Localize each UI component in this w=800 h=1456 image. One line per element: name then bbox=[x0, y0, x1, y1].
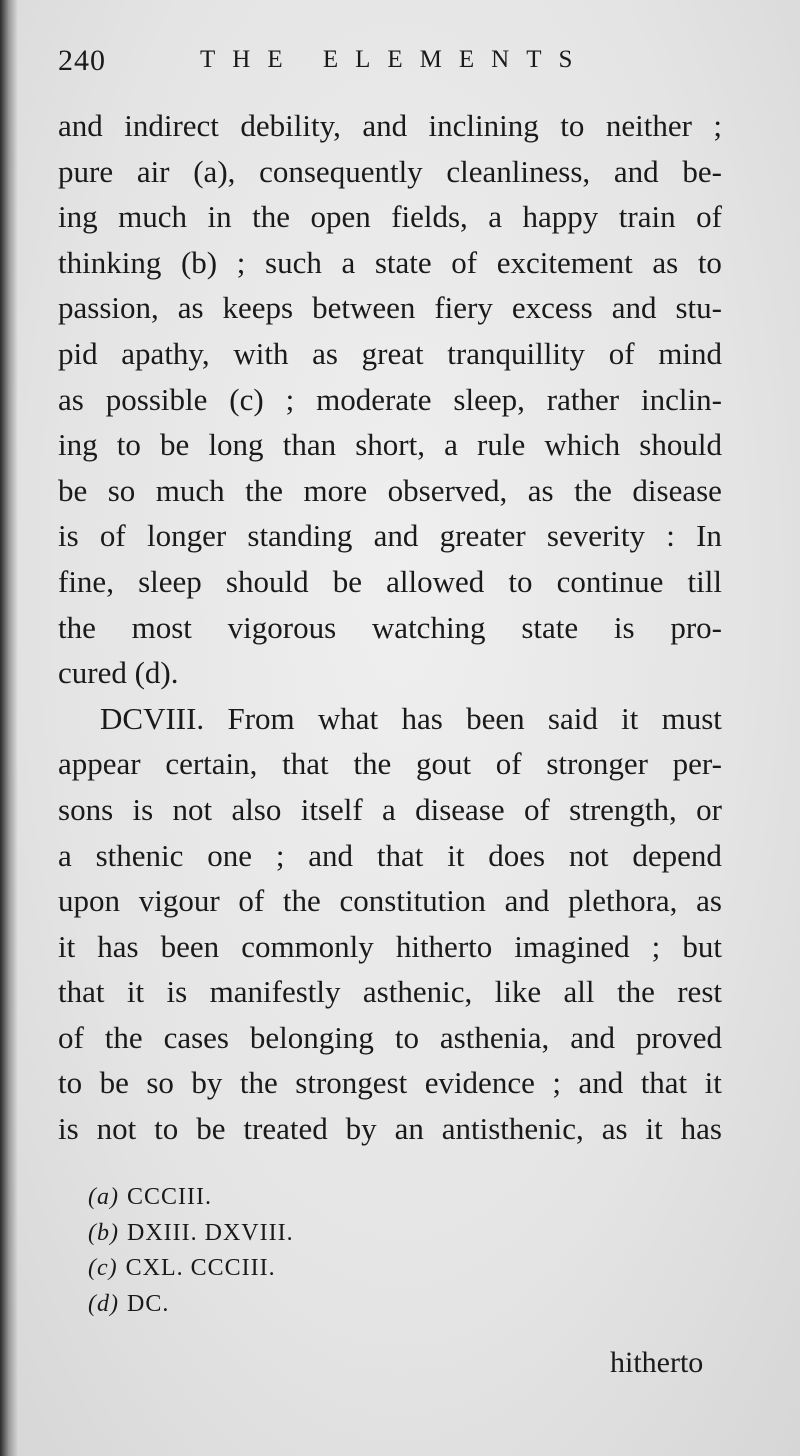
word: and bbox=[58, 108, 103, 143]
word: such bbox=[265, 244, 322, 280]
word: as bbox=[312, 335, 338, 371]
word: ; bbox=[552, 1065, 561, 1101]
word: ing bbox=[58, 427, 98, 463]
paragraph-start-line bbox=[58, 696, 722, 742]
word: or bbox=[696, 791, 722, 827]
word: moderate bbox=[316, 381, 432, 417]
word: : bbox=[666, 518, 675, 554]
text-line bbox=[58, 650, 722, 696]
word: has bbox=[401, 700, 443, 736]
word: vigour bbox=[138, 883, 220, 919]
word: watching bbox=[371, 609, 486, 645]
word: severity bbox=[546, 518, 646, 554]
word: the bbox=[58, 609, 96, 645]
word: it bbox=[58, 928, 76, 964]
word: with bbox=[233, 335, 289, 371]
word: sleep bbox=[138, 563, 202, 599]
word: excess bbox=[511, 290, 593, 326]
page-number: 240 bbox=[58, 44, 106, 77]
word: keeps bbox=[222, 290, 294, 326]
word: asthenia, bbox=[439, 1019, 550, 1055]
word: the bbox=[574, 472, 612, 508]
word: that bbox=[640, 1065, 688, 1101]
word: ; bbox=[285, 381, 295, 417]
word: the bbox=[353, 746, 392, 782]
word: ; bbox=[236, 244, 246, 280]
text-line bbox=[58, 878, 722, 924]
word: been bbox=[466, 700, 525, 736]
footnote-text: DC. bbox=[126, 1290, 170, 1317]
word: short, bbox=[355, 427, 425, 463]
word: so bbox=[107, 472, 136, 508]
word: state bbox=[374, 244, 432, 280]
word: to bbox=[394, 1019, 419, 1055]
word: strength, bbox=[569, 791, 677, 827]
word: cleanliness, bbox=[446, 153, 591, 189]
word: the bbox=[104, 1019, 143, 1055]
word: as bbox=[601, 1111, 628, 1147]
word: it bbox=[447, 837, 465, 873]
word: and bbox=[373, 518, 419, 554]
word: neither bbox=[605, 108, 692, 143]
word: of bbox=[608, 335, 635, 371]
word: a bbox=[488, 199, 503, 235]
word: In bbox=[696, 518, 722, 554]
word: not bbox=[172, 791, 213, 827]
word: the bbox=[245, 472, 283, 508]
word: evidence bbox=[424, 1065, 535, 1101]
word: is bbox=[58, 518, 79, 554]
word: hitherto bbox=[395, 928, 493, 964]
footnote-mark: (d) bbox=[88, 1290, 119, 1317]
word: should bbox=[639, 427, 722, 463]
word: is bbox=[132, 791, 154, 827]
text-line bbox=[58, 103, 722, 149]
word: does bbox=[488, 837, 546, 873]
word: open bbox=[310, 199, 371, 235]
word: per- bbox=[672, 746, 722, 782]
word: possible bbox=[105, 381, 208, 417]
word: be- bbox=[682, 153, 722, 189]
word: treated bbox=[243, 1111, 328, 1147]
word: ; bbox=[651, 928, 661, 964]
word: of bbox=[58, 1019, 84, 1055]
word: commonly bbox=[241, 928, 374, 964]
word: and bbox=[578, 1065, 624, 1101]
word: long bbox=[208, 427, 264, 463]
word: be bbox=[58, 472, 88, 508]
word: not bbox=[568, 837, 609, 873]
word: should bbox=[225, 563, 309, 599]
word: much bbox=[118, 199, 187, 235]
word: a bbox=[444, 427, 458, 463]
word: by bbox=[345, 1111, 377, 1147]
page-header bbox=[58, 44, 748, 84]
word: excitement bbox=[496, 244, 633, 280]
word: of bbox=[451, 244, 478, 280]
text-line bbox=[58, 787, 722, 833]
word: indirect bbox=[124, 108, 219, 143]
text-line bbox=[58, 741, 722, 787]
word: as bbox=[652, 244, 679, 280]
word: it bbox=[704, 1065, 722, 1101]
word: cases bbox=[163, 1019, 229, 1055]
word: (a), bbox=[193, 153, 236, 189]
word: be bbox=[160, 427, 190, 463]
footnotes bbox=[88, 1180, 488, 1322]
word: the bbox=[616, 974, 655, 1010]
word: DCVIII. bbox=[100, 700, 205, 736]
word: what bbox=[317, 700, 379, 736]
footnote-text: DXIII. DXVIII. bbox=[126, 1219, 294, 1246]
word: disease bbox=[632, 472, 722, 508]
word: observed, bbox=[387, 472, 508, 508]
word: depend bbox=[632, 837, 722, 873]
word: sleep, bbox=[453, 381, 525, 417]
word: that bbox=[58, 974, 105, 1010]
text-line bbox=[58, 1015, 722, 1061]
footnote-text: CCCIII. bbox=[126, 1184, 212, 1210]
word: state bbox=[521, 609, 579, 645]
word: and bbox=[570, 1019, 615, 1055]
word: also bbox=[231, 791, 282, 827]
word: pure bbox=[58, 153, 114, 189]
word: stronger bbox=[546, 746, 648, 782]
word: longer bbox=[146, 518, 227, 554]
text-line bbox=[58, 240, 722, 286]
word: and bbox=[611, 290, 657, 326]
word: as bbox=[177, 290, 204, 326]
text-line bbox=[58, 149, 722, 195]
catchword: hitherto bbox=[610, 1346, 704, 1379]
word: certain, bbox=[165, 746, 258, 782]
word: rather bbox=[546, 381, 620, 417]
word: than bbox=[282, 427, 337, 463]
word: fiery bbox=[434, 290, 493, 326]
word: imagined bbox=[514, 928, 630, 964]
word: great bbox=[361, 335, 424, 371]
word: is bbox=[58, 1111, 79, 1147]
word: and bbox=[613, 153, 659, 189]
word: gout bbox=[415, 746, 472, 782]
word: proved bbox=[635, 1019, 722, 1055]
word: and bbox=[362, 108, 408, 143]
word: happy bbox=[522, 199, 599, 235]
footnote bbox=[88, 1287, 488, 1323]
word: as bbox=[696, 883, 722, 919]
word: it bbox=[126, 974, 145, 1010]
word: has bbox=[680, 1111, 722, 1147]
word: till bbox=[687, 563, 722, 599]
word: ; bbox=[713, 108, 722, 143]
footnote-text: CXL. CCCIII. bbox=[125, 1255, 276, 1281]
word: manifestly bbox=[209, 974, 341, 1010]
footnote-mark: (a) bbox=[88, 1184, 119, 1210]
word: to bbox=[508, 563, 533, 599]
text-line bbox=[58, 924, 722, 970]
text-line bbox=[58, 513, 722, 559]
word: (c) bbox=[229, 381, 264, 417]
text-line bbox=[58, 1060, 722, 1106]
word: to bbox=[697, 244, 722, 280]
word: the bbox=[282, 883, 321, 919]
word: air bbox=[136, 153, 170, 189]
word: much bbox=[155, 472, 225, 508]
word: upon bbox=[58, 883, 120, 919]
word: be bbox=[196, 1111, 226, 1147]
word: be bbox=[332, 563, 362, 599]
word: From bbox=[227, 700, 295, 736]
word: the bbox=[252, 199, 290, 235]
gutter-shadow bbox=[0, 0, 18, 1456]
word: which bbox=[544, 427, 621, 463]
word: to bbox=[116, 427, 141, 463]
word: pid bbox=[58, 335, 98, 371]
word: mind bbox=[658, 335, 722, 371]
text-line bbox=[58, 605, 722, 651]
text-line bbox=[58, 468, 722, 514]
running-head: THE ELEMENTS bbox=[200, 46, 590, 73]
word: that bbox=[282, 746, 329, 782]
word: strongest bbox=[295, 1065, 408, 1101]
text-line bbox=[58, 1106, 722, 1152]
word: is bbox=[613, 609, 635, 645]
word: passion, bbox=[58, 290, 159, 326]
word: all bbox=[563, 974, 595, 1010]
word: constitution bbox=[339, 883, 486, 919]
footnote bbox=[88, 1216, 488, 1252]
word: greater bbox=[439, 518, 526, 554]
word: has bbox=[97, 928, 139, 964]
text-line bbox=[58, 969, 722, 1015]
word: vigorous bbox=[227, 609, 337, 645]
word: it bbox=[645, 1111, 663, 1147]
word: ing bbox=[58, 199, 98, 235]
word: pro- bbox=[670, 609, 722, 645]
word: in bbox=[207, 199, 232, 235]
word: of bbox=[696, 199, 722, 235]
word: as bbox=[527, 472, 554, 508]
word: rule bbox=[477, 427, 526, 463]
word: between bbox=[312, 290, 416, 326]
word: sons bbox=[58, 791, 114, 827]
word: ; bbox=[275, 837, 285, 873]
word: thinking bbox=[58, 244, 162, 280]
word: is bbox=[166, 974, 188, 1010]
word: like bbox=[494, 974, 542, 1010]
text-line bbox=[58, 285, 722, 331]
word: (b) bbox=[180, 244, 218, 280]
word: itself bbox=[300, 791, 363, 827]
word: one bbox=[207, 837, 252, 873]
word: a bbox=[382, 791, 396, 827]
word: not bbox=[96, 1111, 137, 1147]
line-text: cured (d). bbox=[58, 655, 179, 691]
word: by bbox=[191, 1065, 223, 1101]
word: consequently bbox=[259, 153, 423, 189]
word: of bbox=[495, 746, 522, 782]
body-text bbox=[58, 103, 722, 1152]
word: so bbox=[146, 1065, 174, 1101]
word: of bbox=[523, 791, 550, 827]
word: the bbox=[239, 1065, 278, 1101]
text-line bbox=[58, 377, 722, 423]
word: a bbox=[341, 244, 356, 280]
word: train bbox=[618, 199, 676, 235]
text-line bbox=[58, 331, 722, 377]
word: plethora, bbox=[568, 883, 678, 919]
footnote-mark: (c) bbox=[88, 1255, 118, 1281]
word: rest bbox=[677, 974, 722, 1010]
word: asthenic, bbox=[362, 974, 473, 1010]
word: standing bbox=[247, 518, 353, 554]
word: fields, bbox=[391, 199, 468, 235]
text-line bbox=[58, 194, 722, 240]
word: stu- bbox=[675, 290, 722, 326]
word: of bbox=[238, 883, 265, 919]
word: inclin- bbox=[641, 381, 722, 417]
word: continue bbox=[556, 563, 664, 599]
word: a bbox=[58, 837, 72, 873]
word: must bbox=[661, 700, 722, 736]
word: that bbox=[376, 837, 424, 873]
word: been bbox=[160, 928, 220, 964]
word: apathy, bbox=[121, 335, 210, 371]
word: tranquillity bbox=[447, 335, 586, 371]
word: appear bbox=[58, 746, 141, 782]
word: disease bbox=[415, 791, 505, 827]
word: and bbox=[308, 837, 354, 873]
word: most bbox=[131, 609, 192, 645]
word: to bbox=[58, 1065, 83, 1101]
word: be bbox=[99, 1065, 129, 1101]
word: as bbox=[58, 381, 84, 417]
word: and bbox=[504, 883, 550, 919]
word: an bbox=[394, 1111, 424, 1147]
text-line bbox=[58, 422, 722, 468]
word: to bbox=[560, 108, 585, 143]
footnote-mark: (b) bbox=[88, 1219, 119, 1246]
word: fine, bbox=[58, 563, 114, 599]
footnote bbox=[88, 1180, 488, 1216]
footnote bbox=[88, 1251, 488, 1287]
word: more bbox=[303, 472, 368, 508]
word: said bbox=[547, 700, 598, 736]
text-line bbox=[58, 833, 722, 879]
word: debility, bbox=[240, 108, 341, 143]
word: inclining bbox=[428, 108, 539, 143]
word: it bbox=[621, 700, 639, 736]
word: belonging bbox=[249, 1019, 374, 1055]
word: sthenic bbox=[95, 837, 184, 873]
word: of bbox=[99, 518, 126, 554]
text-line bbox=[58, 559, 722, 605]
word: antisthenic, bbox=[441, 1111, 584, 1147]
word: allowed bbox=[386, 563, 485, 599]
word: but bbox=[682, 928, 722, 964]
word: to bbox=[154, 1111, 179, 1147]
